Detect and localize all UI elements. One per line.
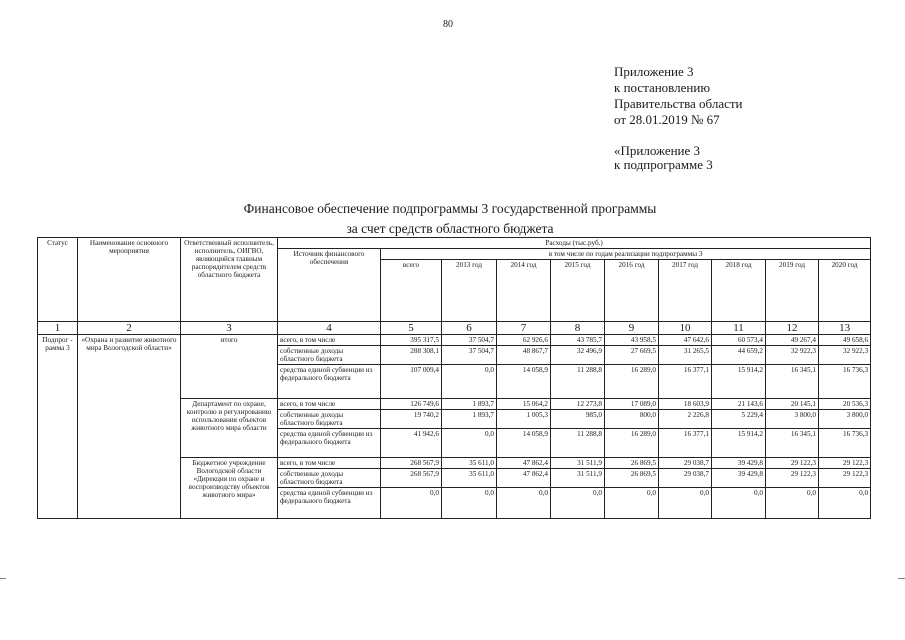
value-cell: 288 308,1 — [381, 346, 442, 365]
value-cell: 49 658,6 — [819, 335, 871, 346]
value-cell: 1 893,7 — [442, 399, 497, 410]
header-by-years: в том числе по годам реализации подпрограммы 3 — [381, 249, 871, 260]
value-cell: 19 740,2 — [381, 410, 442, 429]
value-cell: 16 289,0 — [605, 429, 659, 458]
appendix-line: к постановлению — [614, 80, 711, 95]
value-cell: 20 536,3 — [819, 399, 871, 410]
column-number: 1 — [38, 322, 78, 335]
value-cell: 29 038,7 — [659, 458, 712, 469]
column-number: 5 — [381, 322, 442, 335]
value-cell: 395 317,5 — [381, 335, 442, 346]
value-cell: 3 800,0 — [819, 410, 871, 429]
header-year: 2014 год — [497, 260, 551, 322]
value-cell: 62 926,6 — [497, 335, 551, 346]
value-cell: 16 289,0 — [605, 365, 659, 399]
value-cell: 48 867,7 — [497, 346, 551, 365]
source-cell: всего, в том числе — [278, 335, 381, 346]
header-source: Источник финансового обеспечения — [278, 249, 381, 322]
column-number: 7 — [497, 322, 551, 335]
value-cell: 31 511,9 — [551, 458, 605, 469]
appendix-line: от 28.01.2019 № 67 — [614, 112, 720, 127]
value-cell: 0,0 — [551, 488, 605, 519]
status-cell: Подпрог - рамма 3 — [38, 335, 78, 519]
value-cell: 60 573,4 — [712, 335, 766, 346]
source-cell: собственные доходы областного бюджета — [278, 469, 381, 488]
value-cell: 44 659,2 — [712, 346, 766, 365]
value-cell: 27 669,5 — [605, 346, 659, 365]
value-cell: 16 345,1 — [766, 365, 819, 399]
source-cell: собственные доходы областного бюджета — [278, 410, 381, 429]
value-cell: 31 265,5 — [659, 346, 712, 365]
title-line: за счет средств областного бюджета — [346, 221, 554, 236]
value-cell: 11 288,8 — [551, 365, 605, 399]
executor-cell: итого — [181, 335, 278, 399]
value-cell: 16 736,3 — [819, 429, 871, 458]
value-cell: 14 058,9 — [497, 429, 551, 458]
value-cell: 31 511,9 — [551, 469, 605, 488]
value-cell: 0,0 — [381, 488, 442, 519]
source-cell: средства единой субвенции из федерального бюджета — [278, 429, 381, 458]
value-cell: 20 145,1 — [766, 399, 819, 410]
value-cell: 41 942,6 — [381, 429, 442, 458]
column-number: 6 — [442, 322, 497, 335]
table-row — [38, 335, 871, 346]
column-number: 9 — [605, 322, 659, 335]
value-cell: 43 785,7 — [551, 335, 605, 346]
value-cell: 43 958,5 — [605, 335, 659, 346]
header-total: всего — [381, 260, 442, 322]
appendix-line: Правительства области — [614, 96, 743, 111]
value-cell: 26 869,5 — [605, 458, 659, 469]
header-year: 2019 год — [766, 260, 819, 322]
value-cell: 15 064,2 — [497, 399, 551, 410]
value-cell: 0,0 — [497, 488, 551, 519]
appendix-line: «Приложение 3 — [614, 143, 701, 158]
value-cell: 18 603,9 — [659, 399, 712, 410]
header-year: 2020 год — [819, 260, 871, 322]
value-cell: 3 800,0 — [766, 410, 819, 429]
scan-mark — [0, 578, 6, 579]
value-cell: 800,0 — [605, 410, 659, 429]
value-cell: 126 749,6 — [381, 399, 442, 410]
column-number: 8 — [551, 322, 605, 335]
value-cell: 21 143,6 — [712, 399, 766, 410]
value-cell: 0,0 — [442, 429, 497, 458]
value-cell: 0,0 — [766, 488, 819, 519]
value-cell: 1 893,7 — [442, 410, 497, 429]
value-cell: 39 429,8 — [712, 458, 766, 469]
header-executor: Ответственный исполнитель, исполнитель, ОИГВО, являющийся главным распорядителем средств областного бюджета — [181, 238, 278, 322]
value-cell: 268 567,9 — [381, 469, 442, 488]
value-cell: 0,0 — [659, 488, 712, 519]
value-cell: 16 345,1 — [766, 429, 819, 458]
value-cell: 1 005,3 — [497, 410, 551, 429]
header-year: 2017 год — [659, 260, 712, 322]
value-cell: 37 504,7 — [442, 335, 497, 346]
value-cell: 35 611,0 — [442, 458, 497, 469]
value-cell: 2 226,8 — [659, 410, 712, 429]
value-cell: 5 229,4 — [712, 410, 766, 429]
value-cell: 32 922,3 — [766, 346, 819, 365]
value-cell: 107 009,4 — [381, 365, 442, 399]
column-number: 4 — [278, 322, 381, 335]
column-number: 13 — [819, 322, 871, 335]
column-number: 2 — [78, 322, 181, 335]
header-event: Наименование основного мероприятия — [78, 238, 181, 322]
value-cell: 11 288,8 — [551, 429, 605, 458]
value-cell: 985,0 — [551, 410, 605, 429]
header-year: 2015 год — [551, 260, 605, 322]
value-cell: 14 058,9 — [497, 365, 551, 399]
column-number: 10 — [659, 322, 712, 335]
source-cell: средства единой субвенции из федерального бюджета — [278, 488, 381, 519]
header-year: 2016 год — [605, 260, 659, 322]
value-cell: 35 611,0 — [442, 469, 497, 488]
column-numbers-row — [38, 322, 871, 335]
scan-mark — [898, 578, 905, 579]
value-cell: 29 122,3 — [766, 458, 819, 469]
value-cell: 17 089,0 — [605, 399, 659, 410]
header-year: 2013 год — [442, 260, 497, 322]
source-cell: всего, в том числе — [278, 458, 381, 469]
value-cell: 29 122,3 — [819, 458, 871, 469]
header-expenses: Расходы (тыс.руб.) — [278, 238, 871, 249]
value-cell: 16 377,1 — [659, 365, 712, 399]
value-cell: 0,0 — [442, 365, 497, 399]
appendix-header — [614, 64, 743, 128]
appendix-line: к подпрограмме 3 — [614, 157, 713, 172]
source-cell: средства единой субвенции из федерального бюджета — [278, 365, 381, 399]
column-number: 11 — [712, 322, 766, 335]
source-cell: собственные доходы областного бюджета — [278, 346, 381, 365]
value-cell: 29 122,3 — [766, 469, 819, 488]
value-cell: 0,0 — [442, 488, 497, 519]
executor-cell: Департамент по охране, контролю и регулированию использования объектов животного мира области — [181, 399, 278, 458]
source-cell: всего, в том числе — [278, 399, 381, 410]
financing-table — [37, 237, 871, 519]
value-cell: 0,0 — [712, 488, 766, 519]
value-cell: 268 567,9 — [381, 458, 442, 469]
event-cell: «Охрана и развитие животного мира Вологодской области» — [78, 335, 181, 519]
column-number: 3 — [181, 322, 278, 335]
value-cell: 39 429,8 — [712, 469, 766, 488]
column-number: 12 — [766, 322, 819, 335]
page-number: 80 — [443, 19, 453, 30]
value-cell: 49 267,4 — [766, 335, 819, 346]
value-cell: 29 038,7 — [659, 469, 712, 488]
value-cell: 16 377,1 — [659, 429, 712, 458]
header-status: Статус — [38, 238, 78, 322]
value-cell: 32 496,9 — [551, 346, 605, 365]
value-cell: 37 504,7 — [442, 346, 497, 365]
title-line: Финансовое обеспечение подпрограммы 3 государственной программы — [243, 201, 657, 216]
value-cell: 12 273,8 — [551, 399, 605, 410]
value-cell: 0,0 — [605, 488, 659, 519]
value-cell: 16 736,3 — [819, 365, 871, 399]
value-cell: 26 869,5 — [605, 469, 659, 488]
value-cell: 15 914,2 — [712, 365, 766, 399]
header-year: 2018 год — [712, 260, 766, 322]
appendix-line: Приложение 3 — [614, 64, 694, 79]
value-cell: 47 642,6 — [659, 335, 712, 346]
document-title — [200, 199, 700, 239]
value-cell: 32 922,3 — [819, 346, 871, 365]
executor-cell: Бюджетное учреждение Вологодской области «Дирекция по охране и воспроизводству объектов животного мира» — [181, 458, 278, 519]
value-cell: 47 862,4 — [497, 469, 551, 488]
appendix-subheader — [614, 144, 713, 172]
value-cell: 15 914,2 — [712, 429, 766, 458]
value-cell: 0,0 — [819, 488, 871, 519]
value-cell: 29 122,3 — [819, 469, 871, 488]
value-cell: 47 862,4 — [497, 458, 551, 469]
